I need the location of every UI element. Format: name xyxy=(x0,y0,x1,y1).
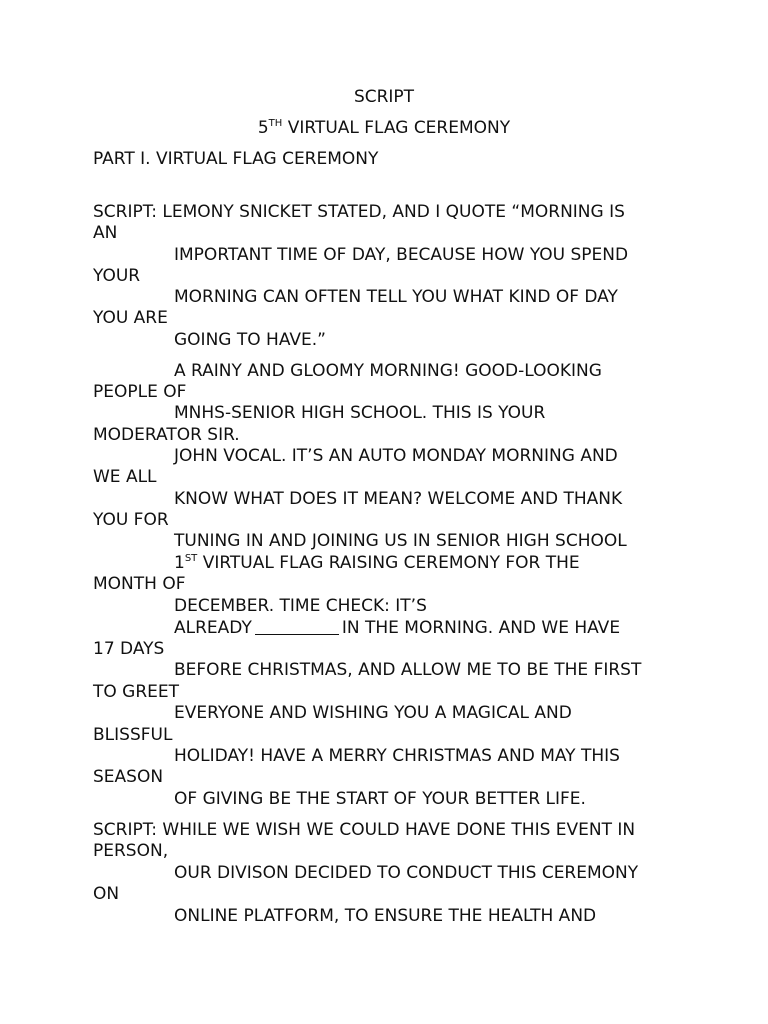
script-line: PERSON, xyxy=(93,841,169,861)
script-line: SEASON xyxy=(93,767,164,787)
script-line: TO GREET xyxy=(93,682,180,702)
script-line: JOHN VOCAL. IT’S AN AUTO MONDAY MORNING AND xyxy=(174,446,618,466)
script-line: ON xyxy=(93,884,120,904)
script-line: DECEMBER. TIME CHECK: IT’S xyxy=(174,596,427,616)
script-line xyxy=(174,553,580,574)
script-line: HOLIDAY! HAVE A MERRY CHRISTMAS AND MAY THIS xyxy=(174,746,620,766)
script-line: MODERATOR SIR. xyxy=(93,425,240,445)
script-line: ONLINE PLATFORM, TO ENSURE THE HEALTH AND xyxy=(174,906,597,926)
script-line: MNHS-SENIOR HIGH SCHOOL. THIS IS YOUR xyxy=(174,403,546,423)
script-line: PEOPLE OF xyxy=(93,382,187,402)
script-line: MONTH OF xyxy=(93,574,186,594)
script-line: OF GIVING BE THE START OF YOUR BETTER LIFE. xyxy=(174,789,586,809)
script-line: YOU FOR xyxy=(93,510,169,530)
script-line: TUNING IN AND JOINING US IN SENIOR HIGH SCHOOL xyxy=(174,531,627,551)
script-line: WE ALL xyxy=(93,467,157,487)
script-line: AN xyxy=(93,223,118,243)
script-line: KNOW WHAT DOES IT MEAN? WELCOME AND THANK xyxy=(174,489,623,509)
ordinal-suffix: ST xyxy=(184,553,198,564)
script-line: YOUR xyxy=(93,266,141,286)
script-line: SCRIPT: LEMONY SNICKET STATED, AND I QUOTE “MORNING IS xyxy=(93,202,625,222)
line-text: VIRTUAL FLAG RAISING CEREMONY FOR THE xyxy=(197,553,580,573)
subtitle-number: 5 xyxy=(257,118,269,138)
fill-in-blank xyxy=(255,620,339,635)
script-line: OUR DIVISON DECIDED TO CONDUCT THIS CEREMONY xyxy=(174,863,639,883)
script-line: MORNING CAN OFTEN TELL YOU WHAT KIND OF DAY xyxy=(174,287,618,307)
subtitle-text: VIRTUAL FLAG CEREMONY xyxy=(282,118,511,138)
subtitle-ordinal: TH xyxy=(268,118,283,129)
ordinal-number: 1 xyxy=(174,553,185,573)
part-heading: PART I. VIRTUAL FLAG CEREMONY xyxy=(93,149,379,169)
line-text: ALREADY xyxy=(174,618,252,638)
script-line: GOING TO HAVE.” xyxy=(174,330,326,350)
script-line: SCRIPT: WHILE WE WISH WE COULD HAVE DONE THIS EVENT IN xyxy=(93,820,636,840)
script-line: BLISSFUL xyxy=(93,725,173,745)
script-line: BEFORE CHRISTMAS, AND ALLOW ME TO BE THE FIRST xyxy=(174,660,642,680)
line-text: IN THE MORNING. AND WE HAVE xyxy=(341,618,621,638)
script-line: YOU ARE xyxy=(93,308,168,328)
script-line: EVERYONE AND WISHING YOU A MAGICAL AND xyxy=(174,703,572,723)
script-line xyxy=(174,618,620,639)
document-title: SCRIPT xyxy=(353,87,415,107)
script-line: IMPORTANT TIME OF DAY, BECAUSE HOW YOU SPEND xyxy=(174,245,629,265)
script-line: 17 DAYS xyxy=(93,639,165,659)
script-line: A RAINY AND GLOOMY MORNING! GOOD-LOOKING xyxy=(174,361,602,381)
document-subtitle xyxy=(0,118,768,139)
